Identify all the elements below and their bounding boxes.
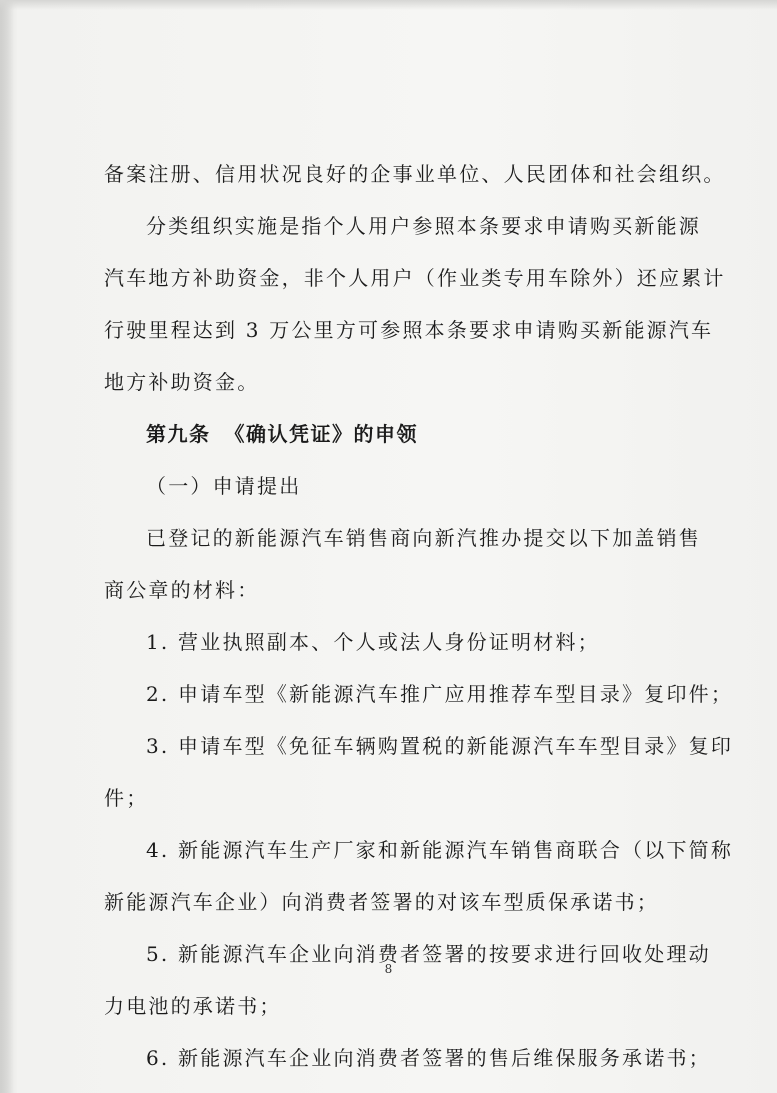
text-line: 行驶里程达到 3 万公里方可参照本条要求申请购买新能源汽车: [104, 318, 714, 342]
document-body: [104, 148, 734, 1084]
scan-shadow-top: [0, 0, 777, 10]
text-line: 备案注册、信用状况良好的企事业单位、人民团体和社会组织。: [104, 162, 726, 186]
list-item-continuation: 力电池的承诺书；: [104, 994, 282, 1018]
list-item: 1. 营业执照副本、个人或法人身份证明材料；: [146, 630, 600, 654]
text-line: 已登记的新能源汽车销售商向新汽推办提交以下加盖销售: [146, 526, 701, 550]
article-heading: [104, 408, 694, 460]
article-number: 第九条: [146, 422, 211, 446]
scan-shadow-left: [0, 0, 14, 1093]
list-item: 2. 申请车型《新能源汽车推广应用推荐车型目录》复印件；: [146, 682, 734, 706]
text-line: 商公章的材料：: [104, 578, 260, 602]
text-line: 地方补助资金。: [104, 370, 260, 394]
text-line: 汽车地方补助资金，非个人用户（作业类专用车除外）还应累计: [104, 266, 726, 290]
list-item: 4. 新能源汽车生产厂家和新能源汽车销售商联合（以下简称: [146, 838, 734, 862]
text-line: 分类组织实施是指个人用户参照本条要求申请购买新能源: [146, 214, 701, 238]
article-title: 《确认凭证》的申领: [224, 422, 418, 446]
section-heading: （一）申请提出: [146, 474, 302, 498]
list-item-continuation: 新能源汽车企业）向消费者签署的对该车型质保承诺书；: [104, 890, 659, 914]
list-item: 5. 新能源汽车企业向消费者签署的按要求进行回收处理动: [146, 942, 711, 966]
list-item: 3. 申请车型《免征车辆购置税的新能源汽车车型目录》复印: [146, 734, 734, 758]
list-item-continuation: 件；: [104, 786, 149, 810]
list-item: 6. 新能源汽车企业向消费者签署的售后维保服务承诺书；: [146, 1046, 711, 1070]
page-number: 8: [384, 962, 393, 976]
